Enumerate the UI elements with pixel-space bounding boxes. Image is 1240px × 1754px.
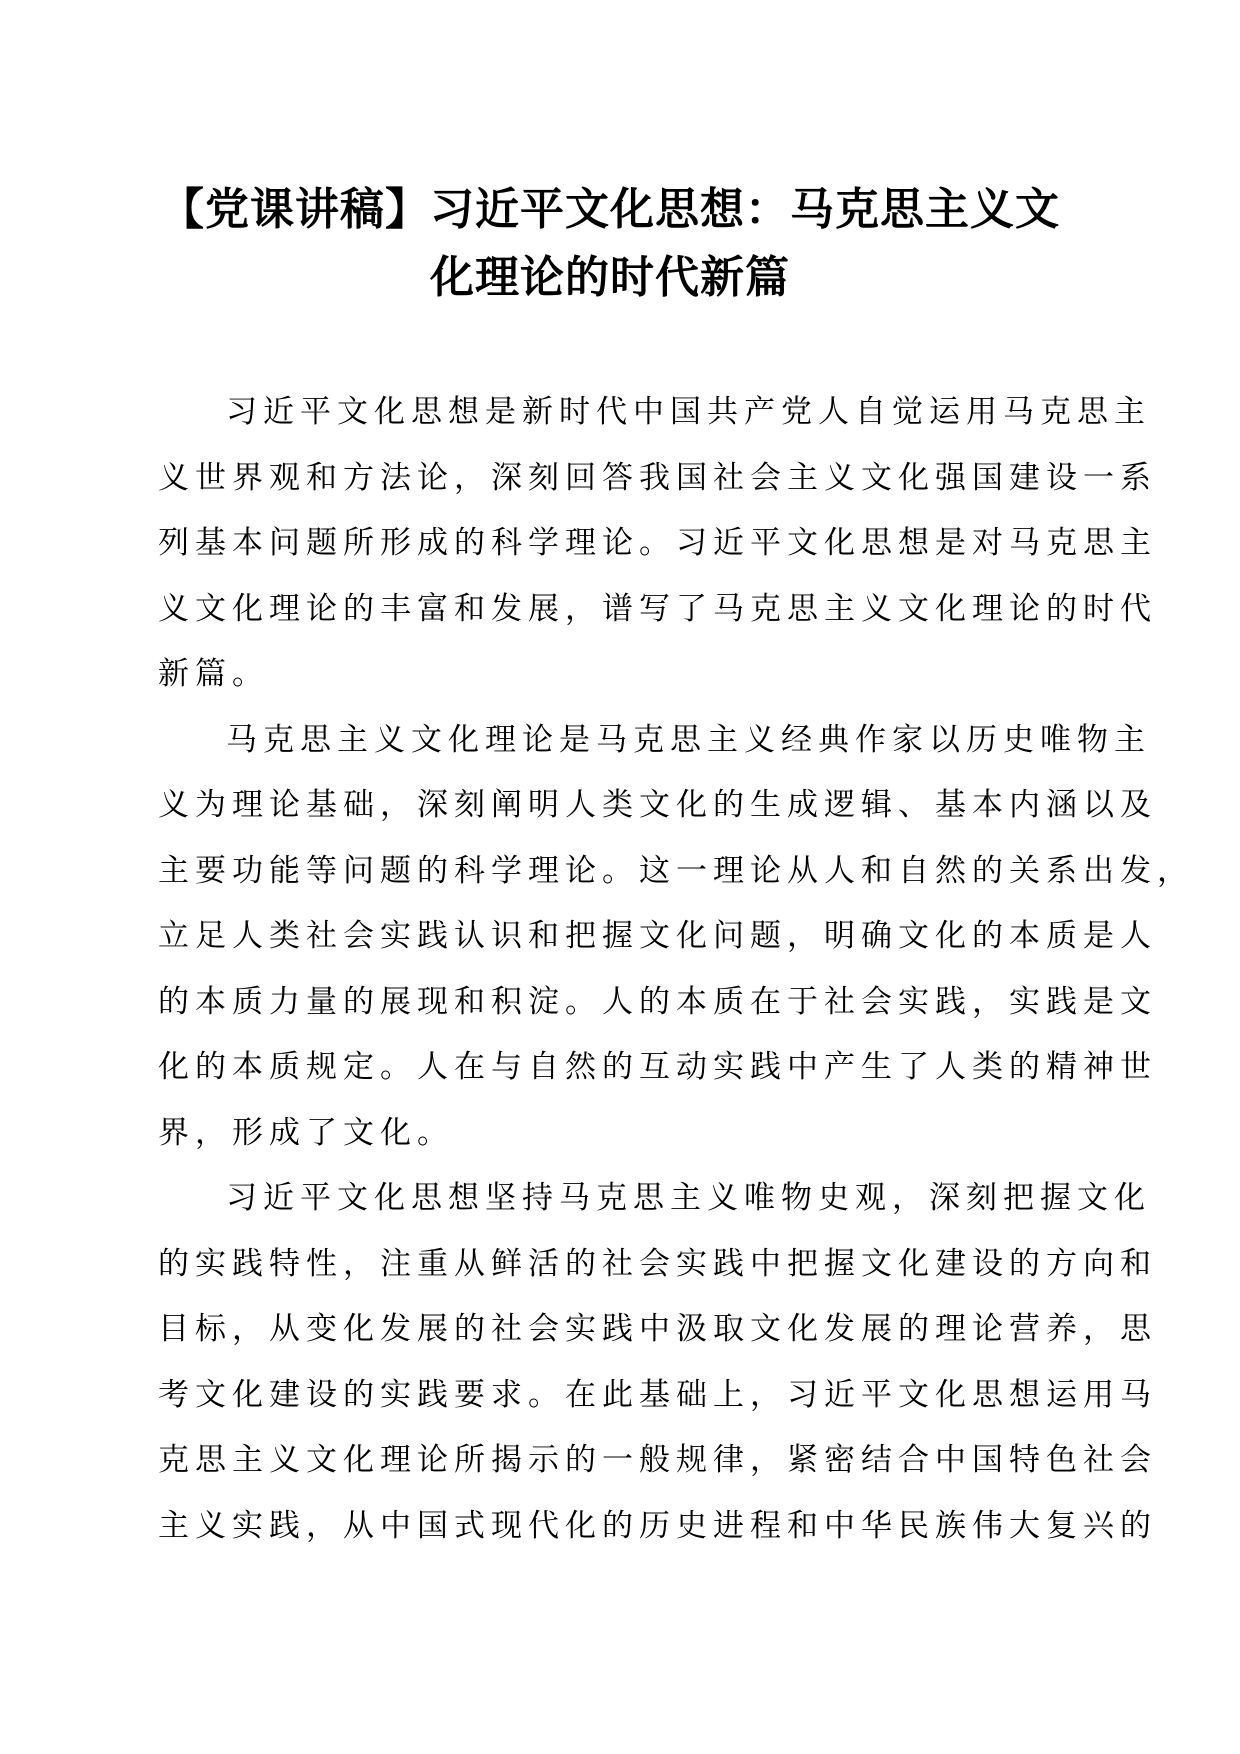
paragraph-line: 习近平文化思想坚持马克思主义唯物史观，深刻把握文化 — [226, 1180, 1151, 1216]
document-title — [150, 176, 1070, 312]
paragraph-line: 主要功能等问题的科学理论。这一理论从人和自然的关系出发， — [158, 852, 1194, 889]
title-line-2: 化理论的时代新篇 — [430, 252, 790, 303]
paragraph-line: 目标，从变化发展的社会实践中汲取文化发展的理论营养，思 — [158, 1311, 1157, 1347]
paragraph-3 — [158, 1166, 1157, 1559]
paragraph-line: 义为理论基础，深刻阐明人类文化的生成逻辑、基本内涵以及 — [158, 787, 1157, 823]
paragraph-line: 义文化理论的丰富和发展，谱写了马克思主义文化理论的时代 — [158, 590, 1157, 627]
paragraph-line: 的实践特性，注重从鲜活的社会实践中把握文化建设的方向和 — [158, 1245, 1157, 1282]
paragraph-line: 的本质力量的展现和积淀。人的本质在于社会实践，实践是文 — [158, 983, 1157, 1020]
paragraph-line: 习近平文化思想是新时代中国共产党人自觉运用马克思主 — [226, 394, 1151, 430]
document-body — [158, 380, 1194, 1559]
paragraph-line: 马克思主义文化理论是马克思主义经典作家以历史唯物主 — [226, 721, 1151, 758]
paragraph-line: 立足人类社会实践认识和把握文化问题，明确文化的本质是人 — [158, 918, 1157, 954]
paragraph-line: 义世界观和方法论，深刻回答我国社会主义文化强国建设一系 — [158, 459, 1157, 496]
paragraph-2 — [158, 708, 1194, 1167]
paragraph-line: 化的本质规定。人在与自然的互动实践中产生了人类的精神世 — [158, 1049, 1157, 1085]
paragraph-line: 主义实践，从中国式现代化的历史进程和中华民族伟大复兴的 — [158, 1507, 1157, 1544]
title-line-1: 【党课讲稿】习近平文化思想：马克思主义文 — [160, 184, 1060, 235]
paragraph-line: 界，形成了文化。 — [158, 1114, 454, 1151]
paragraph-line: 克思主义文化理论所揭示的一般规律，紧密结合中国特色社会 — [158, 1442, 1157, 1478]
paragraph-line: 考文化建设的实践要求。在此基础上，习近平文化思想运用马 — [158, 1376, 1157, 1413]
paragraph-line: 新篇。 — [158, 656, 269, 692]
paragraph-1 — [158, 380, 1157, 708]
paragraph-line: 列基本问题所形成的科学理论。习近平文化思想是对马克思主 — [158, 525, 1157, 561]
